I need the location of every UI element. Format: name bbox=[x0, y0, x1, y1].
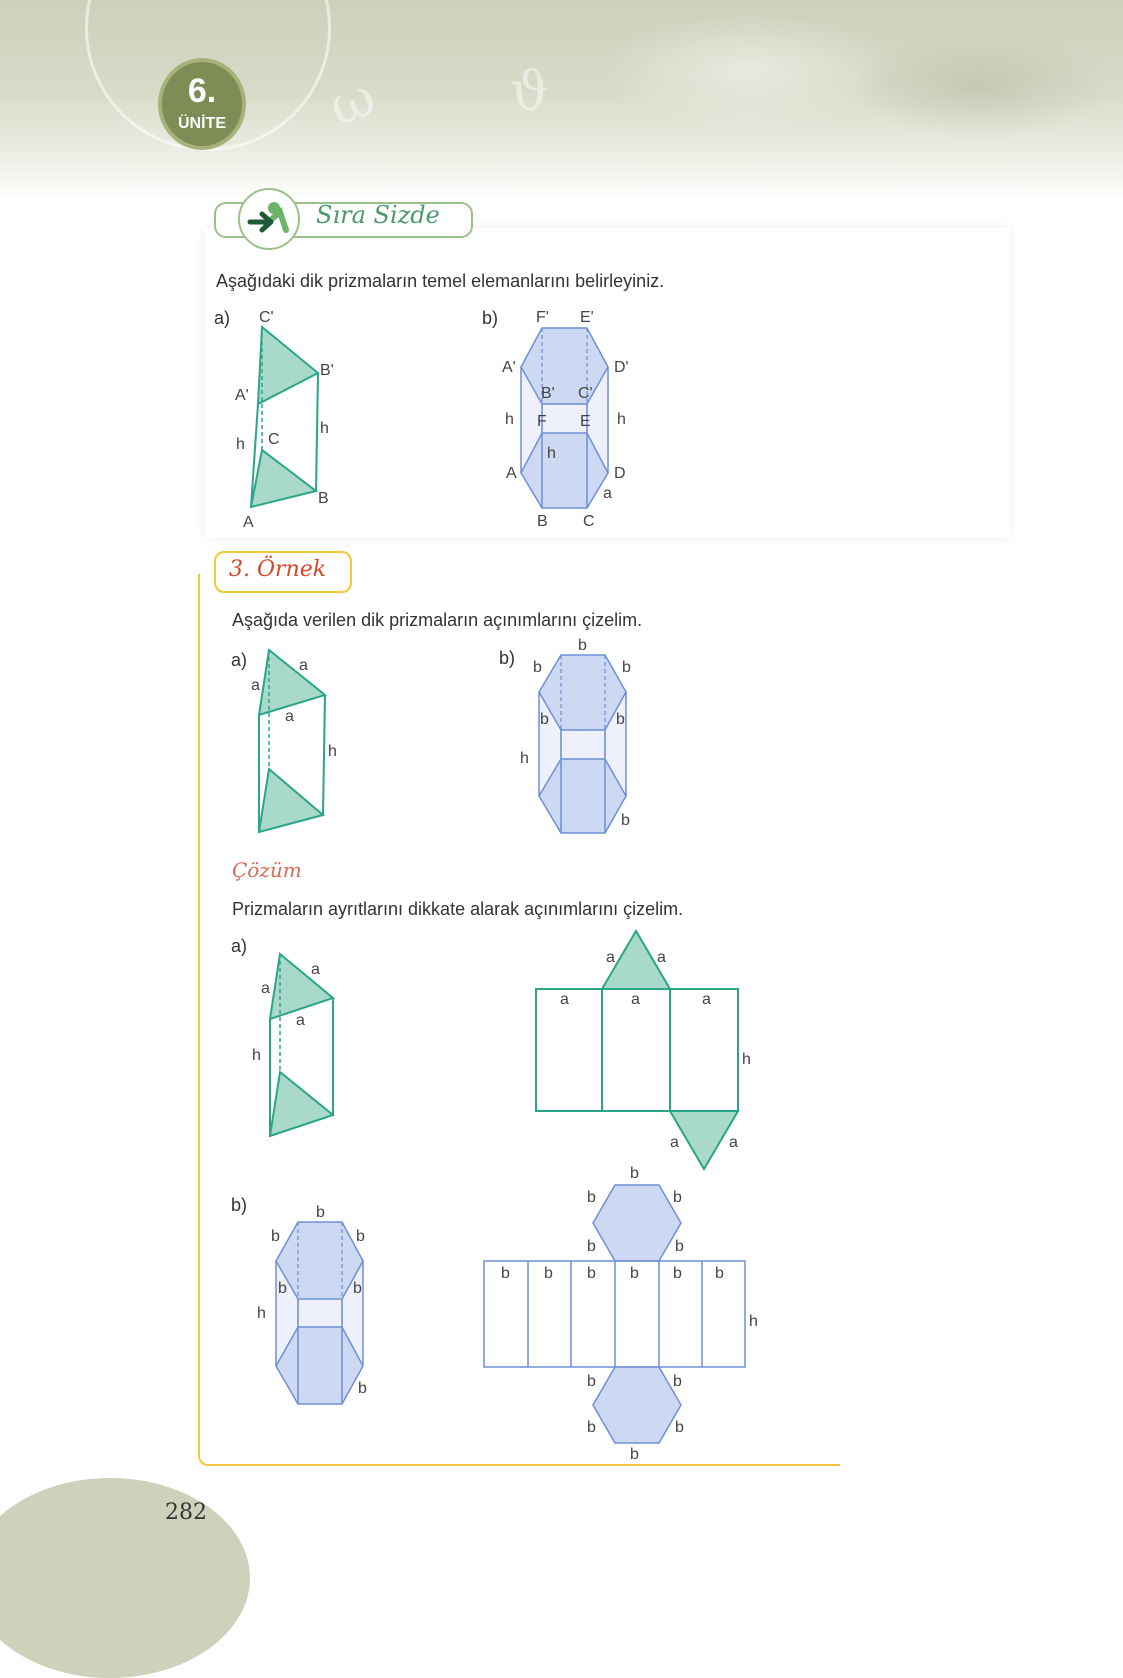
edge-label: b bbox=[353, 1280, 362, 1297]
edge-label: b bbox=[630, 1446, 639, 1463]
edge-label: b bbox=[587, 1373, 596, 1390]
edge-label: b bbox=[673, 1189, 682, 1206]
edge-label: a bbox=[299, 657, 308, 674]
ornek-instruction: Aşağıda verilen dik prizmaların açınımlarını çizelim. bbox=[232, 610, 643, 630]
sira-part-b-label: b) bbox=[482, 308, 499, 328]
sira-a-triangular-prism bbox=[251, 327, 318, 507]
page-number: 282 bbox=[165, 1500, 207, 1525]
cozum-part-b-label: b) bbox=[231, 1195, 248, 1215]
edge-label: b bbox=[630, 1265, 639, 1282]
edge-label: a bbox=[657, 949, 666, 966]
unit-number: 6. bbox=[187, 72, 217, 110]
height-label: h bbox=[520, 750, 529, 767]
sira-sizde-title: Sıra Sizde bbox=[316, 201, 440, 229]
height-label: h bbox=[252, 1047, 261, 1064]
cozum-a-triangular-prism bbox=[270, 954, 333, 1136]
vertex-label: B bbox=[318, 490, 329, 507]
edge-label: b bbox=[501, 1265, 510, 1282]
edge-label: b bbox=[356, 1228, 365, 1245]
vertex-label: F bbox=[537, 413, 547, 430]
edge-label: b bbox=[358, 1380, 367, 1397]
edge-label: a bbox=[560, 991, 569, 1008]
edge-label: b bbox=[540, 711, 549, 728]
vertex-label: E' bbox=[580, 309, 594, 326]
edge-label: b bbox=[278, 1280, 287, 1297]
edge-label: b bbox=[578, 637, 587, 654]
edge-label: a bbox=[729, 1134, 738, 1151]
vertex-label: C bbox=[268, 431, 280, 448]
edge-label: b bbox=[533, 659, 542, 676]
ornek-b-hexagonal-prism bbox=[539, 655, 626, 833]
edge-label: a bbox=[606, 949, 615, 966]
edge-label: b bbox=[587, 1189, 596, 1206]
ornek-a-triangular-prism bbox=[259, 650, 325, 832]
edge-label: b bbox=[673, 1265, 682, 1282]
edge-label: b bbox=[675, 1419, 684, 1436]
height-label: h bbox=[328, 743, 337, 760]
vertex-label: A' bbox=[235, 387, 249, 404]
edge-label: b bbox=[630, 1165, 639, 1182]
sira-b-hexagonal-prism bbox=[521, 328, 608, 508]
vertex-label: D bbox=[614, 465, 626, 482]
cozum-b-hexagonal-prism bbox=[276, 1222, 363, 1404]
edge-label: a bbox=[296, 1012, 305, 1029]
edge-label: b bbox=[621, 812, 630, 829]
height-label: h bbox=[749, 1313, 758, 1330]
cozum-a-net bbox=[536, 931, 738, 1169]
edge-label: a bbox=[631, 991, 640, 1008]
edge-label: a bbox=[261, 980, 270, 997]
edge-label: a bbox=[285, 708, 294, 725]
edge-label: b bbox=[715, 1265, 724, 1282]
edge-label: a bbox=[603, 485, 612, 502]
vertex-label: B bbox=[537, 513, 548, 530]
vertex-label: A bbox=[506, 465, 517, 482]
vertex-label: B' bbox=[320, 362, 334, 379]
unit-label: ÜNİTE bbox=[178, 115, 226, 132]
cozum-part-a-label: a) bbox=[231, 936, 248, 956]
vertex-label: F' bbox=[536, 309, 549, 326]
edge-label: b bbox=[587, 1419, 596, 1436]
cozum-instruction: Prizmaların ayrıtlarını dikkate alarak açınımlarını çizelim. bbox=[232, 899, 684, 919]
header-glyph-decoration: ϑ bbox=[510, 60, 549, 123]
vertex-label: A' bbox=[502, 359, 516, 376]
vertex-label: B' bbox=[541, 385, 555, 402]
edge-label: b bbox=[544, 1265, 553, 1282]
vertex-label: C' bbox=[578, 385, 593, 402]
height-label: h bbox=[257, 1305, 266, 1322]
edge-label: b bbox=[673, 1373, 682, 1390]
height-label: h bbox=[617, 411, 626, 428]
edge-label: b bbox=[316, 1204, 325, 1221]
height-label: h bbox=[320, 420, 329, 437]
edge-label: a bbox=[311, 961, 320, 978]
ornek-title: 3. Örnek bbox=[229, 557, 327, 582]
edge-label: b bbox=[616, 711, 625, 728]
edge-label: b bbox=[271, 1228, 280, 1245]
cozum-b-net bbox=[484, 1185, 745, 1443]
height-label: h bbox=[505, 411, 514, 428]
edge-label: a bbox=[251, 677, 260, 694]
vertex-label: C bbox=[583, 513, 595, 530]
sira-sizde-instruction: Aşağıdaki dik prizmaların temel elemanlarını belirleyiniz. bbox=[216, 271, 665, 291]
vertex-label: E bbox=[580, 413, 591, 430]
edge-label: b bbox=[622, 659, 631, 676]
height-label: h bbox=[742, 1051, 751, 1068]
edge-label: b bbox=[587, 1265, 596, 1282]
vertex-label: C' bbox=[259, 309, 274, 326]
edge-label: b bbox=[587, 1238, 596, 1255]
sira-part-a-label: a) bbox=[214, 308, 231, 328]
vertex-label: A bbox=[243, 514, 254, 531]
ornek-part-b-label: b) bbox=[499, 648, 516, 668]
ornek-part-a-label: a) bbox=[231, 650, 248, 670]
edge-label: a bbox=[702, 991, 711, 1008]
cozum-title: Çözüm bbox=[232, 858, 302, 882]
header-glyph-decoration: ω bbox=[320, 64, 384, 139]
vertex-label: D' bbox=[614, 359, 629, 376]
height-label: h bbox=[236, 436, 245, 453]
height-label: h bbox=[547, 445, 556, 462]
edge-label: b bbox=[675, 1238, 684, 1255]
edge-label: a bbox=[670, 1134, 679, 1151]
